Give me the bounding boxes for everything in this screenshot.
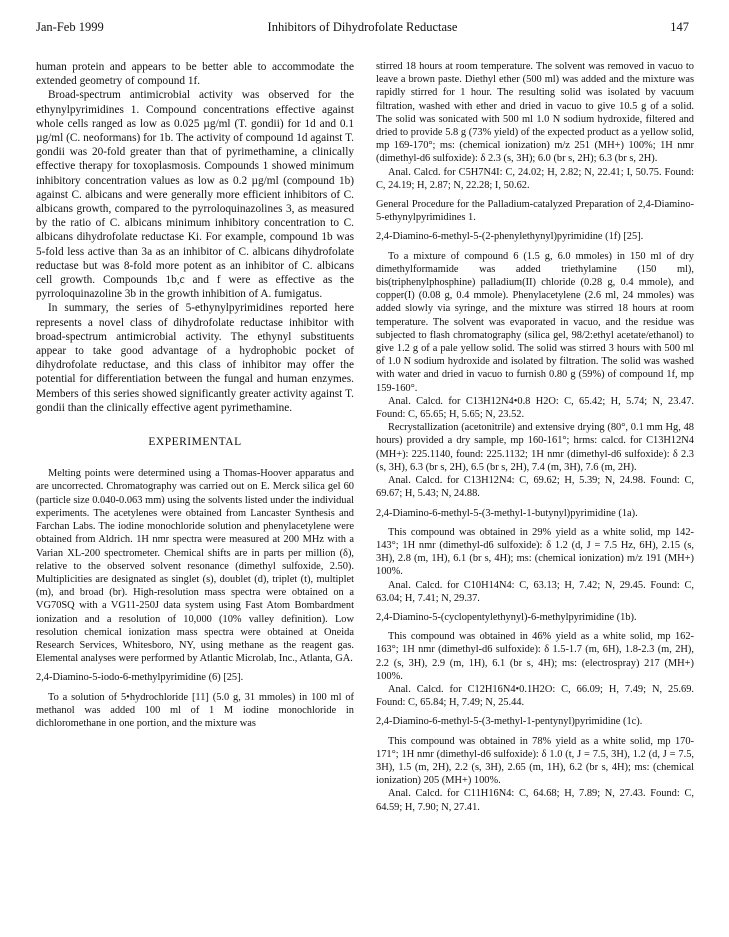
left-column bbox=[36, 60, 354, 730]
paragraph: Melting points were determined using a Thomas-Hoover apparatus and are uncorrected. Chromatography was carried out on E. Merck silica gel 60 (particle size 0.040-0.063 mm) using the solvents listed under the individual experiments. The acetylenes were obtained from Lancaster Synthesis and Farchan Labs. The iodine monochloride solution and phenylacetylene were obtained from Aldrich. 1H nmr spectra were measured at 200 MHz with a Varian XL-200 spectrometer. Chemical shifts are in parts per million (δ), relative to the observed solvent resonance (dimethyl sulfoxide, 2.50). Multiplicities are designated as singlet (s), doublet (d), triplet (t), multiplet (m), and broad (br). High-resolution mass spectra were obtained on a VG70SQ with a VG11-250J data system using Fast Atom Bombardment ionization and a resolution of 10,000 (10% valley definition). Low resolution chemical ionization mass spectra were obtained at Oneida Research Services, Whitesboro, NY, using methane as the reagent gas. Elemental analyses were performed by Atlantic Microlab, Inc., Atlanta, GA. bbox=[36, 468, 354, 665]
running-header bbox=[36, 20, 689, 38]
paragraph: human protein and appears to be better able to accommodate the extended geometry of compound 1f. bbox=[36, 61, 354, 88]
procedure-heading: General Procedure for the Palladium-catalyzed Preparation of 2,4-Diamino-5-ethynylpyrimidines 1. bbox=[376, 199, 694, 224]
compound-heading: 2,4-Diamino-5-(cyclopentylethynyl)-6-methylpyrimidine (1b). bbox=[376, 611, 637, 623]
section-heading: EXPERIMENTAL bbox=[148, 436, 242, 449]
paragraph: Recrystallization (acetonitrile) and extensive drying (80°, 0.1 mm Hg, 48 hours) provided a dry sample, mp 160-161°; hrms: calcd. for C13H12N4 (MH+): 225.1140, found: 225.1132; 1H nmr (dimethyl-d6 sulfoxide): δ 2.3 (s, 3H), 6.3 (br s, 2H), 6.5 (br s, 2H), 7.4 (m, 3H), 7.6 (m, 2H). bbox=[376, 422, 694, 473]
page-number: 147 bbox=[670, 20, 689, 34]
paragraph: This compound was obtained in 46% yield as a white solid, mp 162-163°; 1H nmr (dimethyl-d6 sulfoxide): δ 1.5-1.7 (m, 6H), 1.8-2.3 (m, 2H), 2.2 (s, 3H), 2.9 (m, 1H), 6.1 (br s, 4H); ms: (electrospray) 217 (MH+) 100%. bbox=[376, 631, 694, 682]
paragraph: In summary, the series of 5-ethynylpyrimidines reported here represents a novel class of dihydrofolate reductase inhibitor with broad-spectrum antimicrobial activity. The ethynyl substituents appear to take good advantage of a hydrophobic pocket of dihydrofolate reductase, and this class of inhibitor may offer the potential for differentiation between the fungal and human enzymes. Members of this series showed significantly greater activity against T. gondii than the clinically effective agent pyrimethamine. bbox=[36, 302, 354, 414]
right-column bbox=[376, 60, 694, 814]
issue-date: Jan-Feb 1999 bbox=[36, 20, 104, 34]
paragraph: Anal. Calcd. for C11H16N4: C, 64.68; H, 7.89; N, 27.43. Found: C, 64.59; H, 7.90; N, 27.41. bbox=[376, 788, 694, 813]
paragraph: Anal. Calcd. for C5H7N4I: C, 24.02; H, 2.82; N, 22.41; I, 50.75. Found: C, 24.19; H, 2.87; N, 22.28; I, 50.62. bbox=[376, 166, 694, 191]
compound-heading: 2,4-Diamino-6-methyl-5-(3-methyl-1-butynyl)pyrimidine (1a). bbox=[376, 507, 638, 519]
paragraph: This compound was obtained in 29% yield as a white solid, mp 142-143°; 1H nmr (dimethyl-d6 sulfoxide): δ 1.2 (d, J = 7.5 Hz, 6H), 2.15 (s, 3H), 2.8 (m, 1H), 6.1 (br s, 4H); ms: (chemical ionization) m/z 191 (MH+) 100%. bbox=[376, 526, 694, 578]
paragraph: To a mixture of compound 6 (1.5 g, 6.0 mmoles) in 150 ml of dry dimethylformamide was added triethylamine (150 ml), bis(triphenylphosphine) palladium(II) chloride (0.28 g, 0.4 mmole), and copper(I) (0.08 g, 0.4 mmole). Phenylacetylene (2.6 ml, 24 mmoles) was added slowly via syringe, and the mixture was stirred 18 hours at room temperature. The solvent was evaporated in vacuo, and the residue was subjected to flash chromatography (silica gel, 98/2:ethyl acetate/ethanol) to give 1.2 g of a pale yellow solid. The solid was stirred 3 hours with 500 ml of 1.0 N sodium hydroxide and isolated by filtration. The solid was washed with water and dried in vacuo to furnish 0.80 g (59%) of compound 1f, mp 159-160°. bbox=[376, 250, 694, 394]
paragraph: Anal. Calcd. for C10H14N4: C, 63.13; H, 7.42; N, 29.45. Found: C, 63.04; H, 7.41; N, 29.37. bbox=[376, 579, 694, 604]
paragraph: Anal. Calcd. for C13H12N4: C, 69.62; H, 5.39; N, 24.98. Found: C, 69.67; H, 5.43; N, 24.88. bbox=[376, 475, 694, 500]
compound-heading: 2,4-Diamino-5-iodo-6-methylpyrimidine (6) [25]. bbox=[36, 672, 244, 684]
paragraph: Anal. Calcd. for C13H12N4•0.8 H2O: C, 65.42; H, 5.74; N, 23.47. Found: C, 65.65; H, 5.65; N, 23.52. bbox=[376, 395, 694, 421]
compound-heading: 2,4-Diamino-6-methyl-5-(2-phenylethynyl)pyrimidine (1f) [25]. bbox=[376, 231, 644, 243]
running-title: Inhibitors of Dihydrofolate Reductase bbox=[267, 20, 458, 34]
paragraph: This compound was obtained in 78% yield as a white solid, mp 170-171°; 1H nmr (dimethyl-d6 sulfoxide): δ 1.0 (t, J = 7.5, 3H), 1.2 (d, J = 7.5, 3H), 1.5 (m, 2H), 2.2 (s, 3H), 2.65 (m, 1H), 6.2 (br s, 4H); ms: (chemical ionization) 205 (MH+) 100%. bbox=[376, 735, 694, 787]
compound-heading: 2,4-Diamino-6-methyl-5-(3-methyl-1-pentynyl)pyrimidine (1c). bbox=[376, 716, 643, 728]
paragraph: To a solution of 5•hydrochloride [11] (5.0 g, 31 mmoles) in 100 ml of methanol was added 100 ml of 1 M iodine monochloride in dichloromethane in one portion, and the mixture was bbox=[36, 691, 354, 729]
paragraph: Broad-spectrum antimicrobial activity was observed for the ethynylpyrimidines 1. Compound concentrations effective against whole cells ranged as low as 0.025 µg/ml (T. gondii) for 1d and 0.1 µg/ml (C. neoformans) for 1b. The activity of compound 1d against T. gondii was 20-fold greater than that of pyrimethamine, a clinically effective therapy for toxoplasmosis. Compounds 1 showed minimum inhibitory concentration values as low as 0.2 µg/ml (compound 1b) against C. albicans and were generally more efficient inhibitors of C. albicans growth, compared to the pyrroloquinazolines 3, as measured by the ratio of C. albicans minimum inhibitory concentration to C. albicans dihydrofolate reductase Ki. For example, compound 1b was 5-fold less active than 3a as an inhibitor of C. albicans dihydrofolate reductase but was 8-fold more potent as an inhibitor of C. albicans cell growth. Compounds 1b,c and f were as effective as the pyrroloquinazoline 3b in the growth inhibition of A. fumigatus. bbox=[36, 89, 354, 301]
paragraph: stirred 18 hours at room temperature. The solvent was removed in vacuo to leave a brown paste. Diethyl ether (500 ml) was added and the mixture was rapidly stirred for 1 hour. The resulting solid was isolated by vacuum filtration, washed with ether and dried in vacuo to give 10.5 g of a solid. The solid was sonicated with 500 ml 1.0 N sodium hydroxide, filtered and dried to provide 5.8 g (73% yield) of the expected product as a yellow solid, mp 169-170°; ms: (chemical ionization) m/z 251 (MH+) 100%; 1H nmr (dimethyl-d6 sulfoxide): δ 2.3 (s, 3H); 6.0 (br s, 2H); 6.3 (br s, 2H). bbox=[376, 61, 694, 165]
paragraph: Anal. Calcd. for C12H16N4•0.1H2O: C, 66.09; H, 7.49; N, 25.69. Found: C, 65.84; H, 7.49; N, 25.44. bbox=[376, 683, 694, 709]
